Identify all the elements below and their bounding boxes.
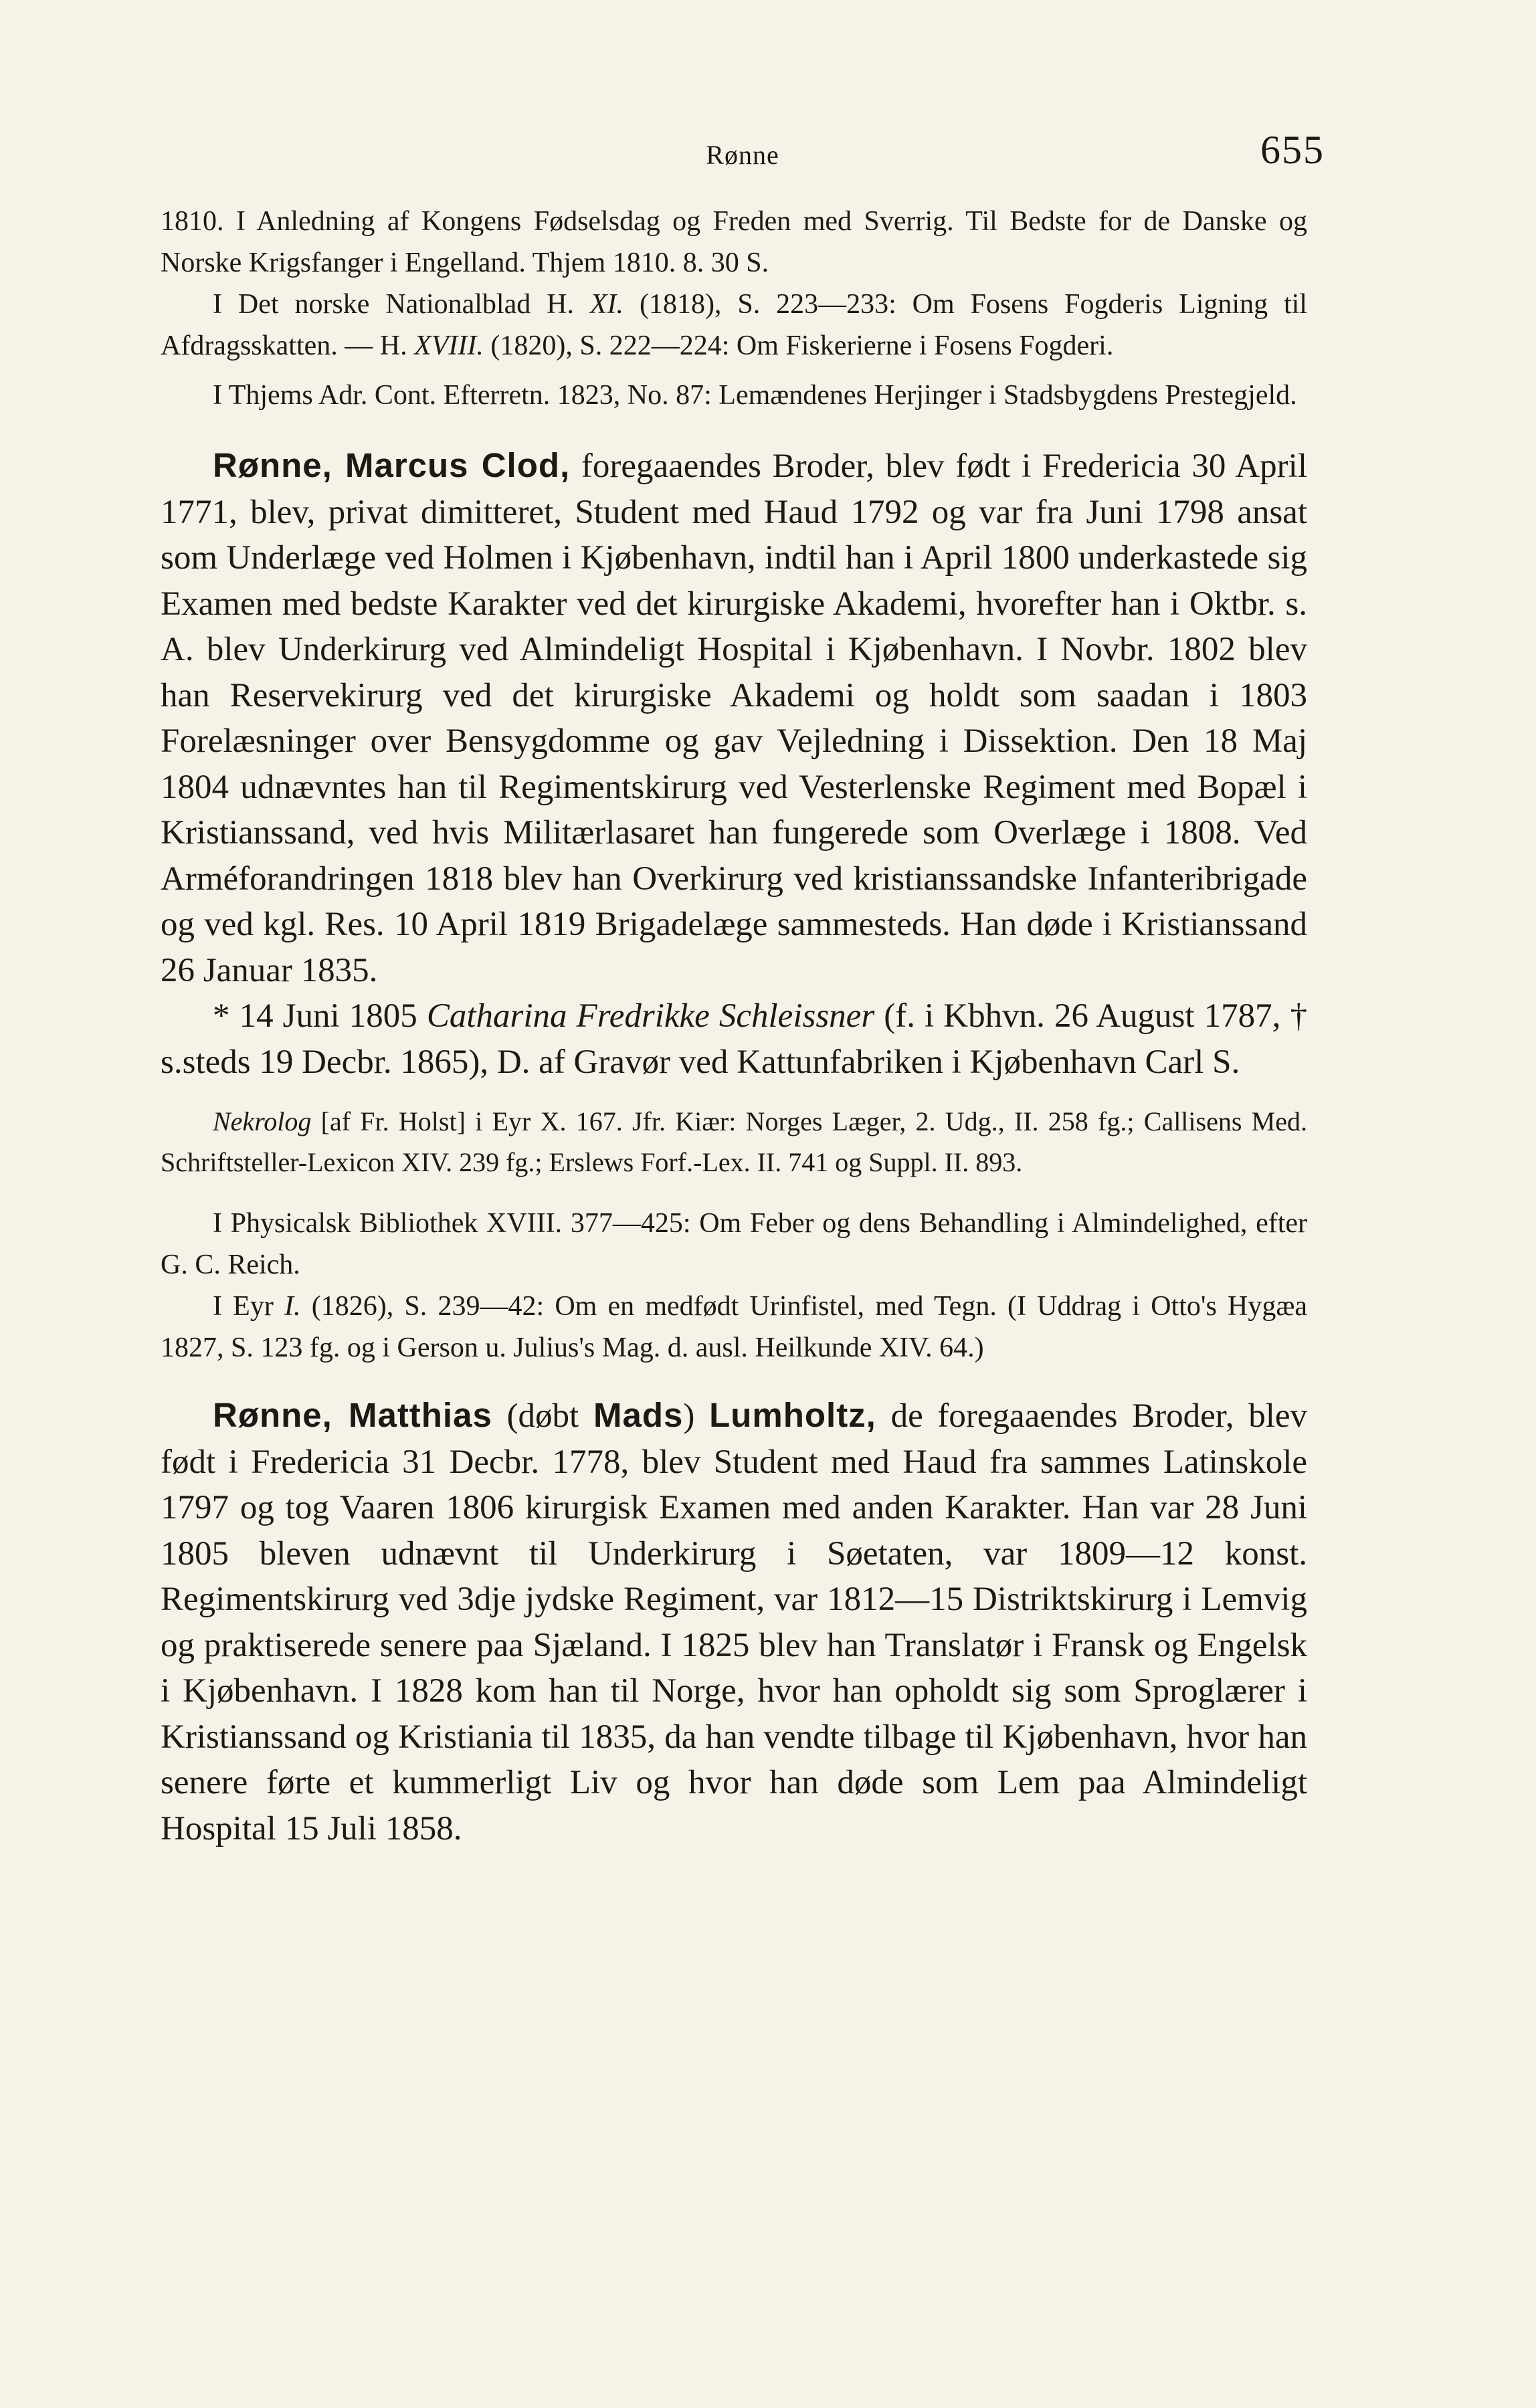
page-header <box>161 127 1325 187</box>
bibliography-line: I Thjems Adr. Cont. Efterretn. 1823, No. 87: Lemændenes Herjinger i Stadsbygdens Prestegjeld. <box>213 380 1297 411</box>
entry-matthias: Rønne, Matthias (døbt Mads) Lumholtz, de foregaaendes Broder, blev født i Fredericia 31 Decbr. 1778, blev Student med Haud fra sammes Latinskole 1797 og tog Vaaren 1806 kirurgisk Examen med anden Karakter. Han var 28 Juni 1805 bleven udnævnt til Underkirurg i Søetaten, var 1809—12 konst. Regimentskirurg ved 3dje jydske Regiment, var 1812—15 Distriktskirurg i Lemvig og praktiserede senere paa Sjæland. I 1825 blev han Translatør i Fransk og Engelsk i Kjøbenhavn. I 1828 kom han til Norge, hvor han opholdt sig som Sproglærer i Kristianssand og Kristiania til 1835, da han vendte tilbage til Kjøbenhavn, hvor han senere førte et kummerligt Liv og hvor han døde som Lem paa Almindeligt Hospital 15 Juli 1858. <box>161 1396 1308 1847</box>
bibliography-line: I Physicalsk Bibliothek XVIII. 377—425: Om Feber og dens Behandling i Almindelighed, efter G. C. Reich. <box>161 1208 1307 1280</box>
bibliography-line: I Eyr I. (1826), S. 239—42: Om en medfødt Urinfistel, med Tegn. (I Uddrag i Otto's Hygæa 1827, S. 123 fg. og i Gerson u. Julius's Mag. d. ausl. Heilkunde XIV. 64.) <box>161 1291 1307 1363</box>
page-number: 655 <box>1260 128 1325 172</box>
marriage-line: * 14 Juni 1805 Catharina Fredrikke Schleissner (f. i Kbhvn. 26 August 1787, † s.steds 19 Decbr. 1865), D. af Gravør ved Kattunfabriken i Kjøbenhavn Carl S. <box>161 997 1307 1081</box>
page-body <box>161 201 1307 1851</box>
nekrolog-reference: Nekrolog [af Fr. Holst] i Eyr X. 167. Jfr. Kiær: Norges Læger, 2. Udg., II. 258 fg.; Callisens Med. Schriftsteller-Lexicon XIV. 239 fg.; Erslews Forf.-Lex. II. 741 og Suppl. II. 893. <box>161 1106 1307 1177</box>
running-head: Rønne <box>706 140 779 170</box>
bibliography-line: 1810. I Anledning af Kongens Fødselsdag og Freden med Sverrig. Til Bedste for de Danske og Norske Krigsfanger i Engelland. Thjem 1810. 8. 30 S. <box>161 206 1307 278</box>
entry-heading: Rønne, Marcus Clod, <box>213 446 571 484</box>
spouse-name: Catharina Fredrikke Schleissner <box>426 997 875 1035</box>
bibliography-line: I Det norske Nationalblad H. XI. (1818), S. 223—233: Om Fosens Fogderis Ligning til Afdragsskatten. — H. XVIII. (1820), S. 222—224: Om Fiskerierne i Fosens Fogderi. <box>161 289 1307 361</box>
entry-marcus-clod: Rønne, Marcus Clod, foregaaendes Broder, blev født i Fredericia 30 April 1771, blev, privat dimitteret, Student med Haud 1792 og var fra Juni 1798 ansat som Underlæge ved Holmen i Kjøbenhavn, indtil han i April 1800 underkastede sig Examen med bedste Karakter ved det kirurgiske Akademi, hvorefter han i Oktbr. s. A. blev Underkirurg ved Almindeligt Hospital i Kjøbenhavn. I Novbr. 1802 blev han Reservekirurg ved det kirurgiske Akademi og holdt som saadan i 1803 Forelæsninger over Bensygdomme og gav Vejledning i Dissektion. Den 18 Maj 1804 udnævntes han til Regimentskirurg ved Vesterlenske Regiment med Bopæl i Kristianssand, ved hvis Militærlasaret han fungerede som Overlæge i 1808. Ved Arméforandringen 1818 blev han Overkirurg ved kristianssandske Infanteribrigade og ved kgl. Res. 10 April 1819 Brigadelæge sammesteds. Han døde i Kristianssand 26 Januar 1835. <box>161 446 1307 989</box>
entry-heading: Rønne, Matthias <box>213 1396 492 1434</box>
